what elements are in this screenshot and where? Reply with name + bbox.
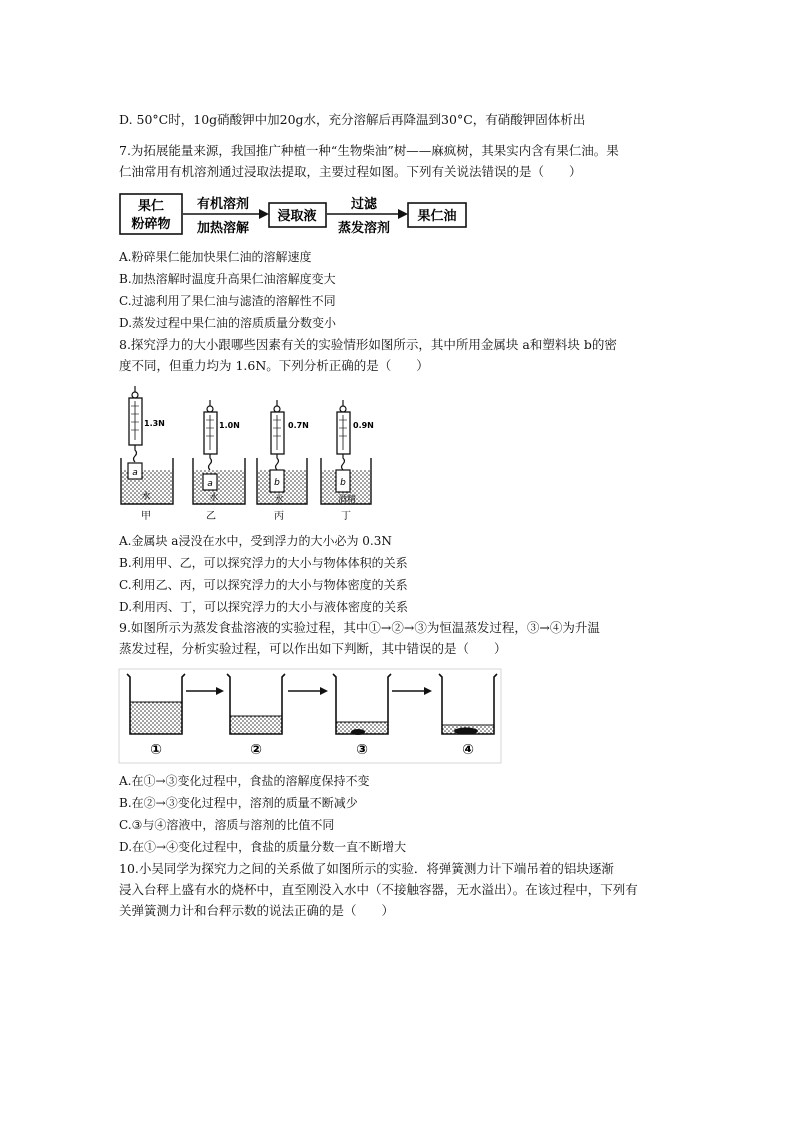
- q10-stem-line3: 关弹簧测力计和台秤示数的说法正确的是（ ）: [119, 903, 395, 918]
- reading-jia: 1.3N: [144, 419, 165, 428]
- setup-jia: [121, 386, 173, 522]
- arrow-3-head: [424, 687, 432, 695]
- block-b-ding: b: [340, 478, 346, 488]
- q7-flow-diagram: [119, 190, 479, 240]
- reading-ding: 0.9N: [353, 421, 374, 430]
- setup-ding: [321, 400, 374, 522]
- beaker-3: [333, 674, 391, 758]
- flow-arrow-1-top: 有机溶剂: [196, 197, 250, 212]
- q8-option-b: B.利用甲、乙，可以探究浮力的大小与物体体积的关系: [119, 556, 408, 570]
- q8-option-d: D.利用丙、丁，可以探究浮力的大小与液体密度的关系: [119, 600, 409, 614]
- flow-box-2-label: 浸取液: [277, 209, 317, 224]
- q7-option-d: D.蒸发过程中果仁油的溶质质量分数变小: [119, 316, 337, 330]
- q7-option-a: A.粉碎果仁能加快果仁油的溶解速度: [119, 250, 312, 264]
- q8-stem-line1: 8.探究浮力的大小跟哪些因素有关的实验情形如图所示，其中所用金属块 a和塑料块 b的密: [119, 337, 617, 352]
- q8-buoyancy-figure: [116, 386, 386, 526]
- setup-yi: [193, 400, 245, 522]
- q7-option-c: C.过滤利用了果仁油与滤渣的溶解性不同: [119, 294, 336, 308]
- beaker-2: [227, 674, 285, 758]
- label-ding: 丁: [341, 511, 351, 522]
- beaker-1: [127, 674, 185, 758]
- q7-stem-line2: 仁油常用有机溶剂通过浸取法提取，主要过程如图。下列有关说法错误的是（ ）: [119, 164, 582, 179]
- flow-box-1-line1: 果仁: [137, 199, 165, 214]
- q8-option-c: C.利用乙、丙，可以探究浮力的大小与物体密度的关系: [119, 578, 408, 592]
- arrow-2-head: [320, 687, 328, 695]
- beaker-1-label: ①: [150, 742, 162, 758]
- beaker-4: [439, 674, 497, 758]
- block-a-yi: a: [207, 479, 213, 489]
- flow-arrow-2-head: [398, 209, 408, 219]
- label-bing: 丙: [274, 511, 284, 522]
- flow-box-1-line2: 粉碎物: [131, 217, 171, 232]
- beaker-3-label: ③: [356, 742, 368, 758]
- beaker-2-label: ②: [250, 742, 262, 758]
- q8-stem-line2: 度不同，但重力均为 1.6N。下列分析正确的是（ ）: [119, 358, 429, 373]
- block-a-jia: a: [132, 468, 138, 478]
- q10-stem-line1: 10.小吴同学为探究力之间的关系做了如图所示的实验．将弹簧测力计下端吊着的铝块逐渐: [119, 861, 614, 876]
- q9-option-a: A.在①→③变化过程中，食盐的溶解度保持不变: [119, 774, 370, 788]
- setup-bing: [257, 400, 309, 522]
- q9-option-d: D.在①→④变化过程中，食盐的质量分数一直不断增大: [119, 840, 407, 854]
- flow-arrow-2-top: 过滤: [350, 197, 378, 212]
- flow-arrow-1-head: [259, 209, 269, 219]
- beaker-4-label: ④: [462, 742, 474, 758]
- label-jia: 甲: [141, 511, 151, 522]
- q9-option-b: B.在②→③变化过程中，溶剂的质量不断减少: [119, 796, 358, 810]
- q6-option-d: D. 50°C时，10g硝酸钾中加20g水，充分溶解后再降温到30°C，有硝酸钾固体析出: [119, 112, 586, 127]
- q8-option-a: A.金属块 a浸没在水中，受到浮力的大小必为 0.3N: [119, 534, 392, 548]
- q9-stem-line1: 9.如图所示为蒸发食盐溶液的实验过程，其中①→②→③为恒温蒸发过程，③→④为升温: [119, 620, 600, 635]
- q9-evaporation-figure: [118, 668, 502, 764]
- q10-stem-line2: 浸入台秤上盛有水的烧杯中，直至刚没入水中（不接触容器，无水溢出）。在该过程中，下列有: [119, 882, 638, 897]
- reading-yi: 1.0N: [219, 421, 240, 430]
- reading-bing: 0.7N: [288, 421, 309, 430]
- q9-stem-line2: 蒸发过程，分析实验过程，可以作出如下判断，其中错误的是（ ）: [119, 641, 507, 656]
- liquid-bing: 水: [274, 495, 284, 505]
- block-b-bing: b: [274, 478, 280, 488]
- flow-arrow-1-bottom: 加热溶解: [196, 221, 250, 236]
- q7-option-b: B.加热溶解时温度升高果仁油溶解度变大: [119, 272, 336, 286]
- arrow-1-head: [216, 687, 224, 695]
- liquid-yi: 水: [209, 493, 219, 503]
- liquid-ding: 酒精: [337, 495, 357, 505]
- q7-stem-line1: 7.为拓展能量来源，我国推广种植一种“生物柴油”树——麻疯树，其果实内含有果仁油。果: [119, 143, 619, 158]
- q9-option-c: C.③与④溶液中，溶质与溶剂的比值不同: [119, 818, 335, 832]
- flow-arrow-2-bottom: 蒸发溶剂: [337, 221, 391, 236]
- label-yi: 乙: [206, 511, 216, 522]
- flow-box-3-label: 果仁油: [417, 209, 457, 224]
- liquid-jia: 水: [141, 492, 151, 502]
